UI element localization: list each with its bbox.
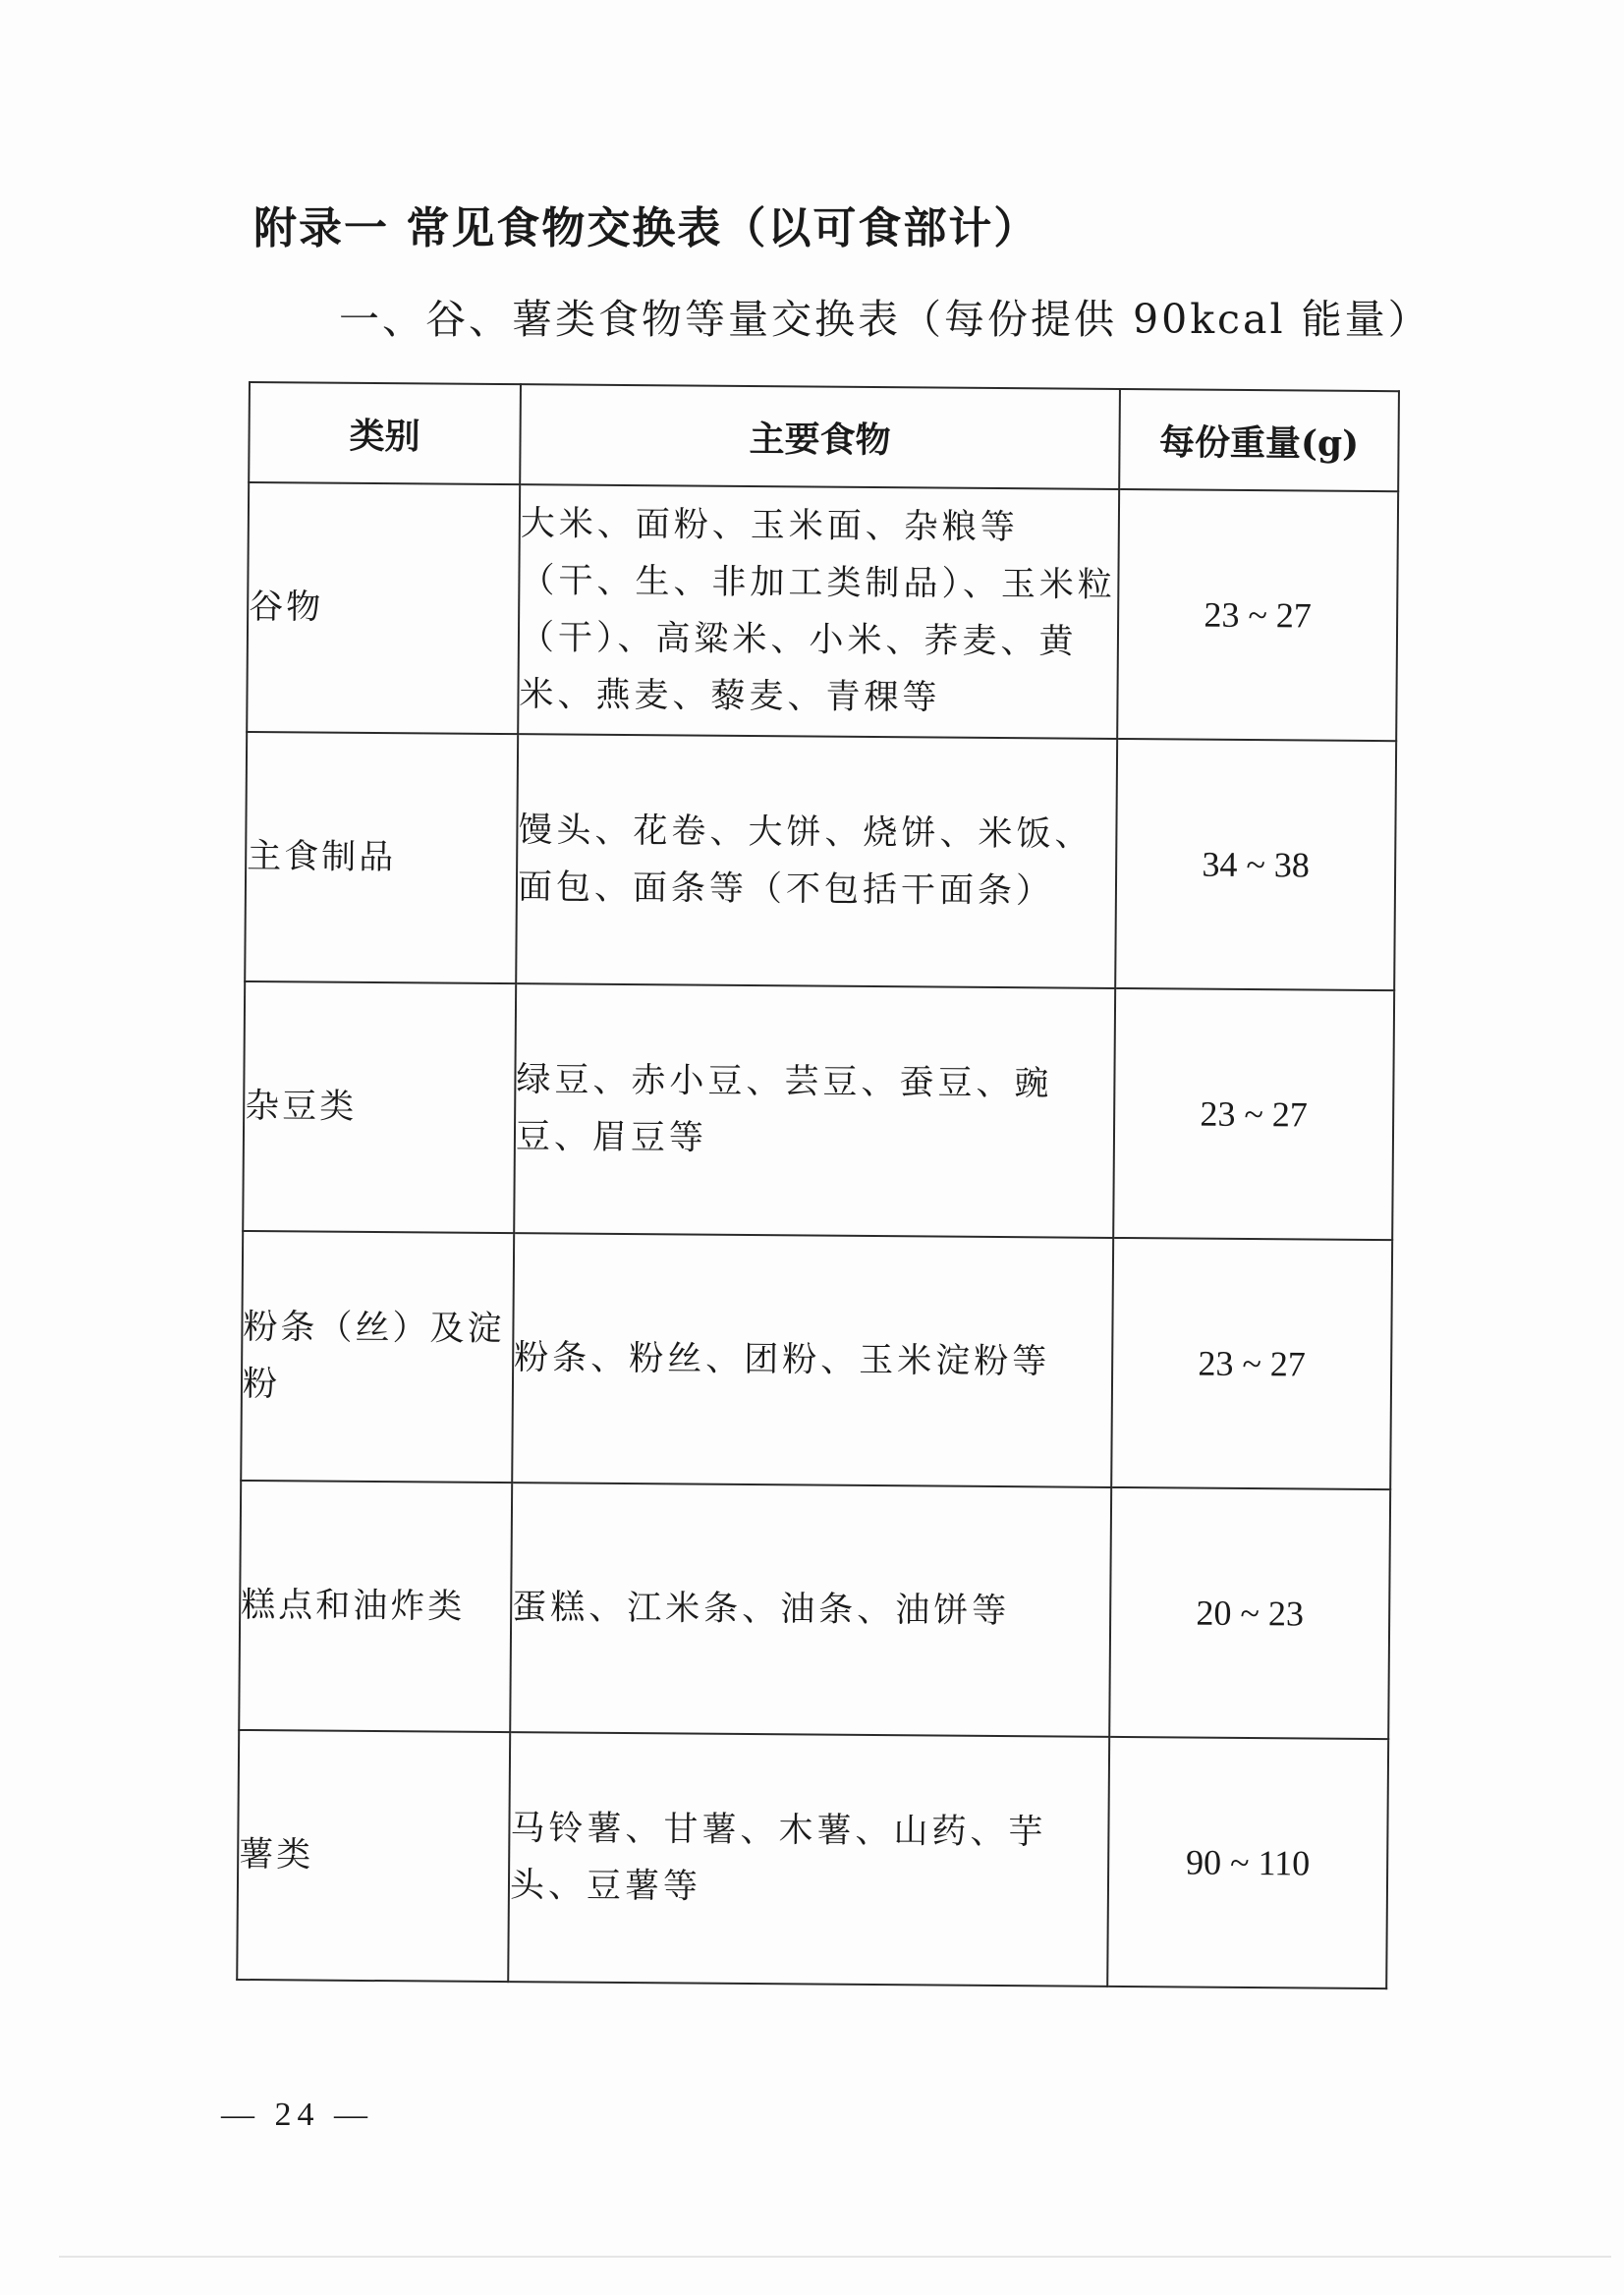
table-row [243, 981, 1394, 1240]
section-title: 一、谷、薯类食物等量交换表（每份提供 90kcal 能量） [339, 296, 1431, 343]
row-category: 谷物 [247, 482, 520, 734]
table-header-row [249, 382, 1399, 491]
food-exchange-table [236, 381, 1400, 1989]
header-weight: 每份重量(g) [1119, 389, 1399, 491]
table-row [245, 732, 1396, 990]
table-row [239, 1481, 1390, 1739]
row-weight: 23 ~ 27 [1113, 988, 1394, 1240]
row-weight: 23 ~ 27 [1117, 489, 1398, 741]
row-category: 糕点和油炸类 [239, 1481, 512, 1732]
row-weight: 20 ~ 23 [1109, 1487, 1390, 1739]
row-weight: 90 ~ 110 [1107, 1737, 1388, 1988]
row-foods: 粉条、粉丝、团粉、玉米淀粉等 [512, 1233, 1113, 1487]
table-row [241, 1231, 1392, 1489]
row-foods: 馒头、花卷、大饼、烧饼、米饭、面包、面条等（不包括干面条） [516, 734, 1117, 988]
appendix-title: 附录一 常见食物交换表（以可食部计） [253, 203, 1039, 253]
row-weight: 34 ~ 38 [1115, 739, 1396, 990]
header-foods: 主要食物 [520, 384, 1120, 489]
table-row [247, 482, 1398, 741]
row-category: 主食制品 [245, 732, 518, 983]
table-row [237, 1730, 1388, 1988]
row-foods: 马铃薯、甘薯、木薯、山药、芋头、豆薯等 [508, 1732, 1109, 1987]
row-foods: 大米、面粉、玉米面、杂粮等（干、生、非加工类制品）、玉米粒（干）、高粱米、小米、荞麦、黄米、燕麦、藜麦、青稞等 [518, 484, 1119, 739]
row-weight: 23 ~ 27 [1111, 1238, 1392, 1489]
row-category: 粉条（丝）及淀粉 [241, 1231, 514, 1483]
row-foods: 绿豆、赤小豆、芸豆、蚕豆、豌豆、眉豆等 [514, 983, 1115, 1238]
row-foods: 蛋糕、江米条、油条、油饼等 [510, 1483, 1111, 1737]
row-category: 杂豆类 [243, 981, 516, 1233]
row-category: 薯类 [237, 1730, 510, 1982]
header-category: 类别 [249, 382, 521, 484]
scan-edge-line [59, 2256, 1611, 2258]
page-number: — 24 — [221, 2097, 373, 2133]
